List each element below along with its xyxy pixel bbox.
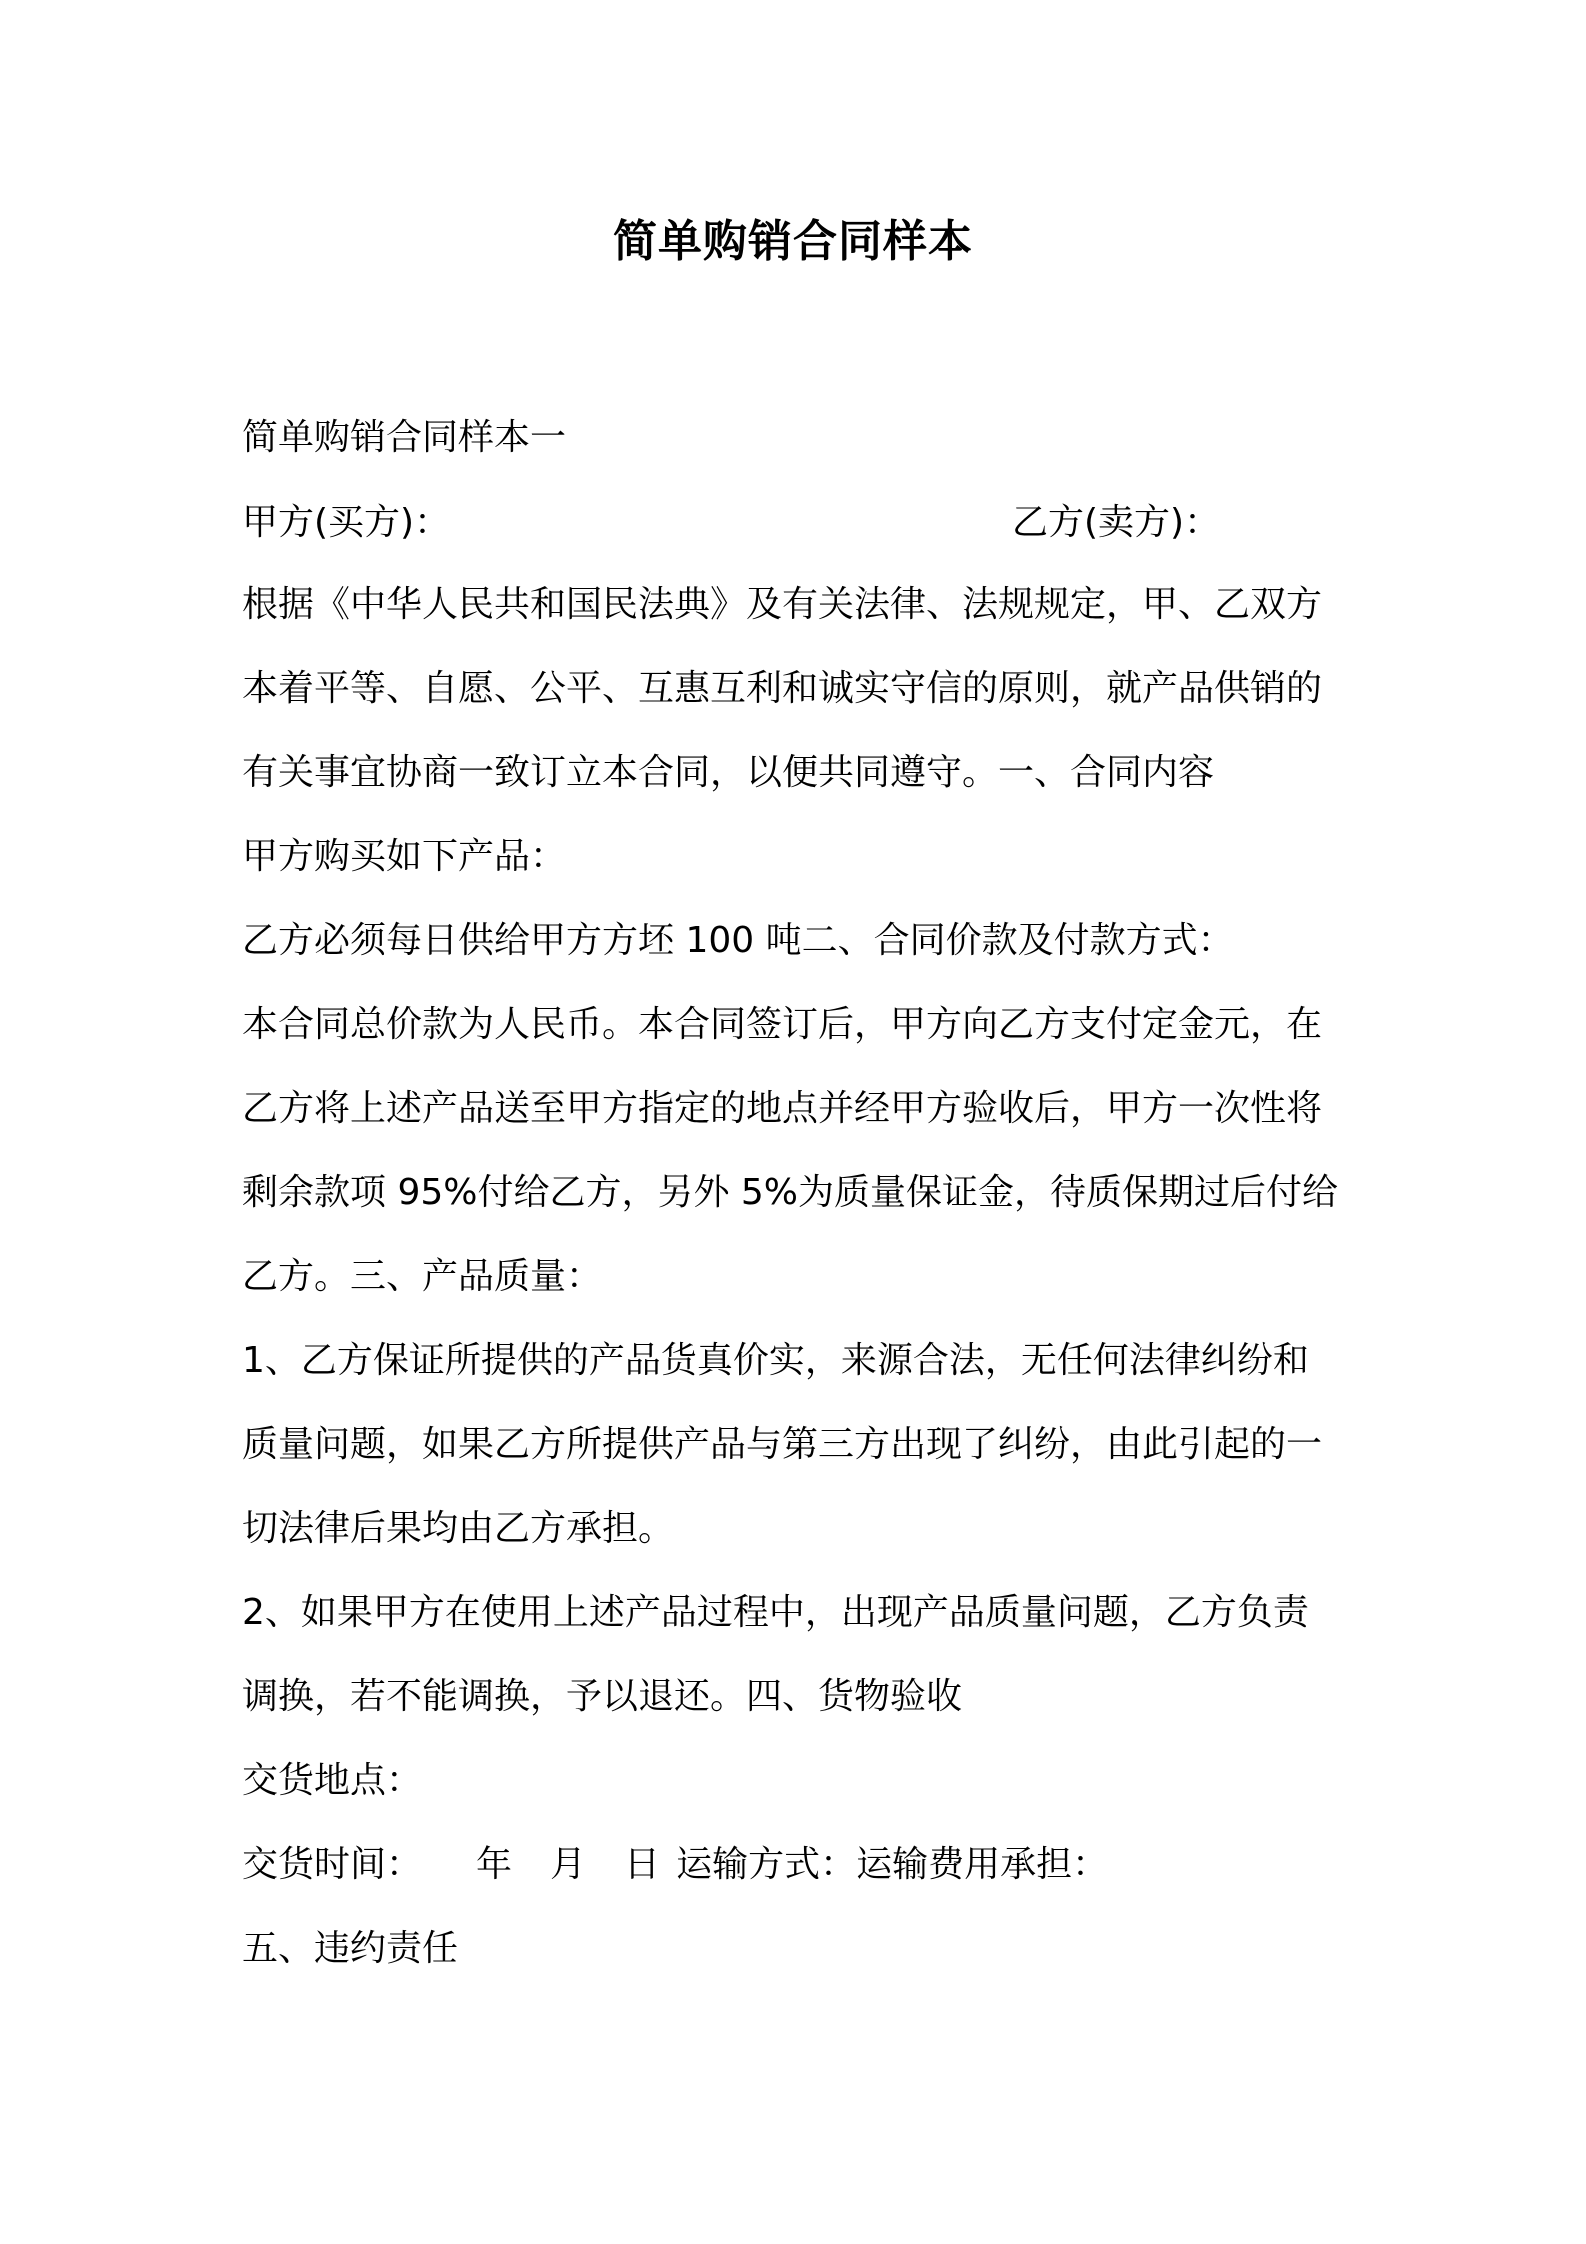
- body-line: 乙方。三、产品质量：: [242, 1256, 603, 1297]
- transport-terms: 运输方式：运输费用承担：: [676, 1844, 1109, 1885]
- delivery-month: 月: [550, 1844, 587, 1885]
- body-line: 乙方必须每日供给甲方方坯 100 吨二、合同价款及付款方式：: [242, 920, 1234, 961]
- seller-label: 乙方(卖方)：: [1012, 502, 1221, 543]
- delivery-year: 年: [476, 1844, 513, 1885]
- body-line: 乙方将上述产品送至甲方指定的地点并经甲方验收后，甲方一次性将: [242, 1088, 1323, 1129]
- body-line: 交货地点：: [242, 1760, 423, 1801]
- document-title: 简单购销合同样本: [613, 216, 973, 267]
- body-line: 甲方购买如下产品：: [242, 836, 567, 877]
- parties-line: [242, 498, 1362, 548]
- body-line: 1、乙方保证所提供的产品货真价实，来源合法，无任何法律纠纷和: [242, 1340, 1309, 1381]
- section-five-heading: 五、违约责任: [242, 1928, 459, 1969]
- body-line: 切法律后果均由乙方承担。: [242, 1508, 675, 1549]
- body-line: 质量问题，如果乙方所提供产品与第三方出现了纠纷，由此引起的一: [242, 1424, 1323, 1465]
- delivery-day: 日: [624, 1844, 661, 1885]
- body-line: 本着平等、自愿、公平、互惠互利和诚实守信的原则，就产品供销的: [242, 668, 1323, 709]
- body-line: 调换，若不能调换，予以退还。四、货物验收: [242, 1676, 963, 1717]
- body-line: 本合同总价款为人民币。本合同签订后，甲方向乙方支付定金元，在: [242, 1004, 1323, 1045]
- body-line: 有关事宜协商一致订立本合同，以便共同遵守。一、合同内容: [242, 752, 1215, 793]
- body-line: 2、如果甲方在使用上述产品过程中，出现产品质量问题，乙方负责: [242, 1592, 1309, 1633]
- body-line: 根据《中华人民共和国民法典》及有关法律、法规规定，甲、乙双方: [242, 584, 1323, 625]
- buyer-label: 甲方(买方)：: [242, 502, 451, 543]
- delivery-time-line: [242, 1840, 1362, 1890]
- document-subtitle: 简单购销合同样本一: [242, 417, 567, 458]
- body-line: 剩余款项 95%付给乙方，另外 5%为质量保证金，待质保期过后付给: [242, 1172, 1339, 1213]
- delivery-time-label: 交货时间：: [242, 1844, 423, 1885]
